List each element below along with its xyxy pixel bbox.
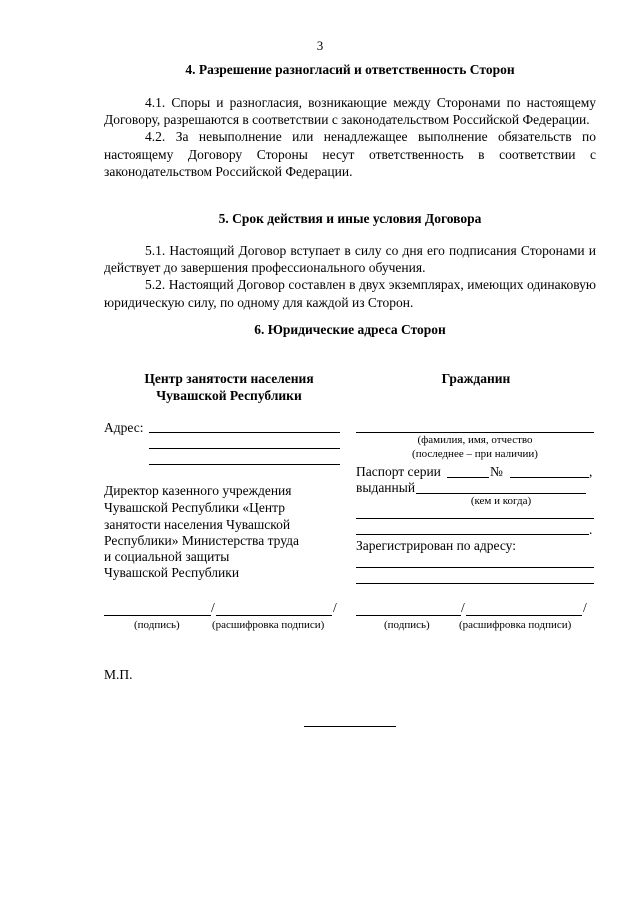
left-slash-end: / [333, 600, 337, 615]
issued-caption: (кем и когда) [470, 495, 532, 507]
passport-number-field[interactable] [510, 477, 589, 478]
left-decoding-caption: (расшифровка подписи) [212, 619, 325, 631]
issued-line-3[interactable] [356, 534, 589, 535]
clause-4-1: 4.1. Споры и разногласия, возникающие между Сторонами по настоящему Договору, разрешаются в соответствии с законодательством Российской Федерации. [104, 95, 596, 128]
left-party-name-line2: Чувашской Республики [156, 388, 302, 403]
left-signature-line[interactable] [104, 615, 211, 616]
left-decoding-line[interactable] [216, 615, 332, 616]
section-6-title: 6. Юридические адреса Сторон [254, 322, 446, 337]
right-signature-caption: (подпись) [384, 619, 430, 631]
issued-line-2[interactable] [356, 518, 594, 519]
director-line-6: Чувашской Республики [104, 565, 240, 580]
section-5-title: 5. Срок действия и иные условия Договора [218, 211, 482, 226]
registered-label: Зарегистрирован по адресу: [356, 538, 517, 553]
issued-label: выданный [356, 480, 416, 495]
clause-5-1: 5.1. Настоящий Договор вступает в силу со дня его подписания Сторонами и действует до завершения профессионального обучения. [104, 243, 596, 276]
director-line-4: Республики» Министерства труда [104, 533, 300, 548]
address-label: Адрес: [104, 420, 144, 435]
left-slash: / [211, 600, 215, 615]
left-signature-caption: (подпись) [134, 619, 180, 631]
right-slash-end: / [583, 600, 587, 615]
left-party-name-line1: Центр занятости населения [144, 371, 314, 386]
page-number: 3 [316, 38, 324, 53]
address-line-1[interactable] [149, 432, 340, 433]
clause-4-2: 4.2. За невыполнение или ненадлежащее выполнение обязательств по настоящему Договору Стороны несут ответственность в соответствии с законодательством Российской Федерации. [104, 129, 596, 179]
issued-period: . [589, 522, 593, 537]
fio-line[interactable] [356, 432, 594, 433]
fio-caption-1: (фамилия, имя, отчество [417, 434, 533, 446]
section-4-body [104, 94, 596, 180]
passport-number-sign: № [490, 464, 503, 479]
clause-5-2: 5.2. Настоящий Договор составлен в двух экземплярах, имеющих одинаковую юридическую силу, по одному для каждой из Сторон. [104, 277, 596, 310]
footer-rule [304, 726, 396, 727]
passport-series-label: Паспорт серии [356, 464, 441, 479]
right-decoding-caption: (расшифровка подписи) [459, 619, 572, 631]
section-4-title: 4. Разрешение разногласий и ответственность Сторон [185, 62, 515, 77]
passport-series-field[interactable] [447, 477, 489, 478]
right-party-name: Гражданин [441, 371, 511, 386]
director-line-3: занятости населения Чувашской [104, 517, 291, 532]
passport-comma: , [589, 464, 593, 479]
registered-line-2[interactable] [356, 583, 594, 584]
section-5-body [104, 242, 596, 311]
issued-field[interactable] [416, 493, 586, 494]
director-line-2: Чувашской Республики «Центр [104, 500, 285, 515]
right-slash: / [461, 600, 465, 615]
director-line-1: Директор казенного учреждения [104, 483, 292, 498]
right-decoding-line[interactable] [466, 615, 582, 616]
stamp-label: М.П. [104, 667, 133, 682]
address-line-2[interactable] [149, 448, 340, 449]
address-line-3[interactable] [149, 464, 340, 465]
right-signature-line[interactable] [356, 615, 461, 616]
director-line-5: и социальной защиты [104, 549, 230, 564]
fio-caption-2: (последнее – при наличии) [412, 448, 538, 460]
registered-line-1[interactable] [356, 567, 594, 568]
